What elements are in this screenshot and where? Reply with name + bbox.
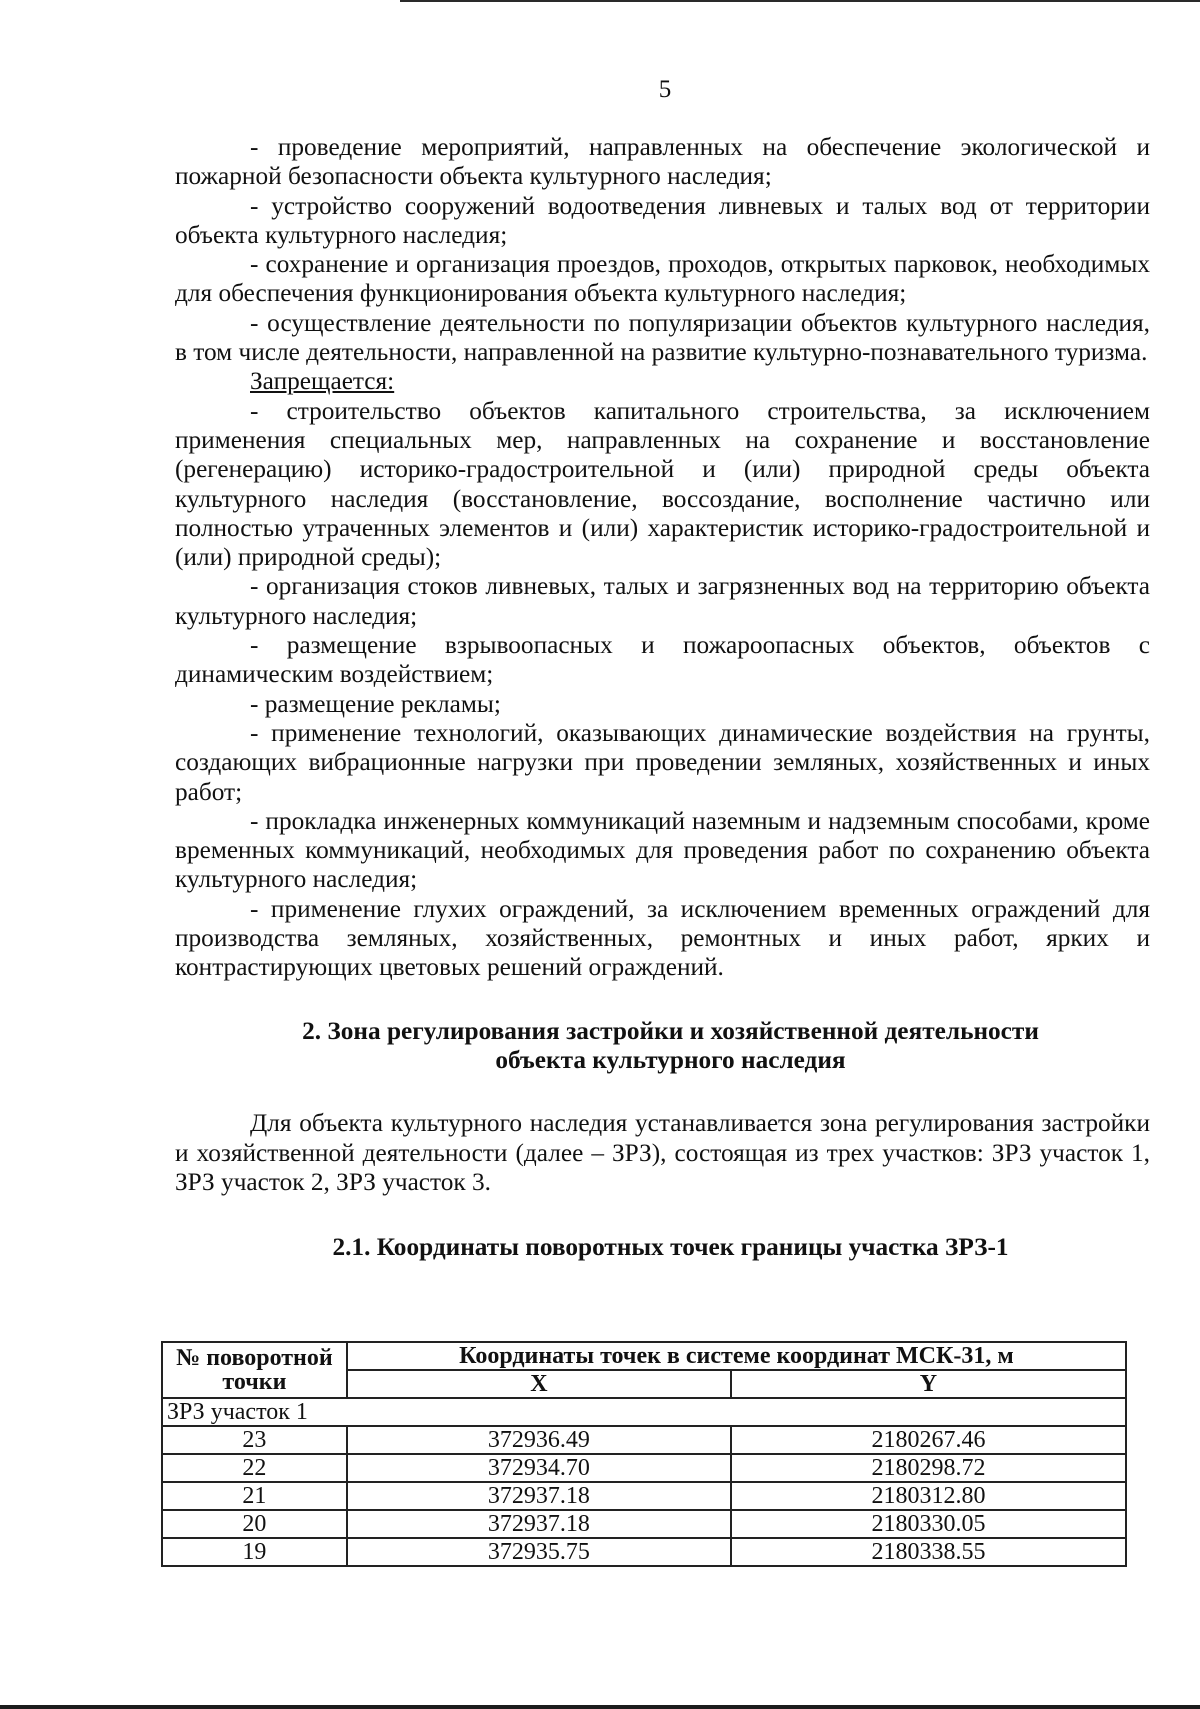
table-row — [162, 1538, 1126, 1566]
cell-x: 372937.18 — [347, 1482, 731, 1510]
section-2-title — [175, 1017, 1150, 1076]
section-2-title-line2: объекта культурного наследия — [495, 1045, 846, 1074]
coordinates-table — [161, 1341, 1127, 1567]
prohibited-list — [175, 397, 1150, 983]
list-item: - строительство объектов капитального строительства, за исключением применения специальных мер, направленных на сохранение и восстановление (регенерацию) историко-градостроительной и (или) природной среды объекта культурного наследия (восстановление, воссоздание, восполнение частично или полностью утраченных элементов и (или) характеристик историко-градостроительной и (или) природной среды); — [175, 396, 1150, 572]
scan-edge-bottom — [0, 1705, 1200, 1709]
list-item: - устройство сооружений водоотведения ливневых и талых вод от территории объекта культурного наследия; — [175, 191, 1150, 249]
list-item: - применение технологий, оказывающих динамические воздействия на грунты, создающих вибрационные нагрузки при проведении земляных, хозяйственных и иных работ; — [175, 718, 1150, 806]
cell-y: 2180298.72 — [731, 1454, 1126, 1482]
section-2-title-line1: 2. Зона регулирования застройки и хозяйственной деятельности — [302, 1016, 1039, 1045]
zone-label: ЗРЗ участок 1 — [162, 1398, 1126, 1426]
section-2-intro: Для объекта культурного наследия устанавливается зона регулирования застройки и хозяйственной деятельности (далее – ЗРЗ), состоящая из трех участков: ЗРЗ участок 1, ЗРЗ участок 2, ЗРЗ участок 3. — [175, 1109, 1150, 1196]
table-row — [162, 1426, 1126, 1454]
permitted-list — [175, 133, 1150, 367]
header-coordinates: Координаты точек в системе координат МСК-31, м — [347, 1342, 1126, 1370]
document-body — [175, 133, 1150, 1262]
list-item: - сохранение и организация проездов, проходов, открытых парковок, необходимых для обеспечения функционирования объекта культурного наследия; — [175, 250, 1150, 308]
table-title: 2.1. Координаты поворотных точек границы участка ЗРЗ-1 — [332, 1233, 1009, 1262]
list-item: - проведение мероприятий, направленных на обеспечение экологической и пожарной безопасности объекта культурного наследия; — [175, 133, 1150, 191]
cell-x: 372937.18 — [347, 1510, 731, 1538]
cell-point: 19 — [162, 1538, 347, 1566]
cell-y: 2180338.55 — [731, 1538, 1126, 1566]
cell-y: 2180330.05 — [731, 1510, 1126, 1538]
table-row — [162, 1482, 1126, 1510]
cell-x: 372935.75 — [347, 1538, 731, 1566]
list-item: - прокладка инженерных коммуникаций наземным и надземным способами, кроме временных коммуникаций, необходимых для проведения работ по сохранению объекта культурного наследия; — [175, 806, 1150, 894]
cell-point: 23 — [162, 1426, 347, 1454]
list-item: - размещение рекламы; — [250, 689, 501, 718]
page-number: 5 — [658, 76, 672, 103]
cell-x: 372934.70 — [347, 1454, 731, 1482]
cell-y: 2180312.80 — [731, 1482, 1126, 1510]
scan-edge-top — [400, 0, 1200, 2]
header-x: X — [347, 1370, 731, 1398]
header-y: Y — [731, 1370, 1126, 1398]
cell-y: 2180267.46 — [731, 1426, 1126, 1454]
table-row — [162, 1510, 1126, 1538]
list-item: - размещение взрывоопасных и пожароопасных объектов, объектов с динамическим воздействием; — [175, 631, 1150, 689]
header-point-number: № поворотной точки — [162, 1342, 347, 1398]
cell-point: 20 — [162, 1510, 347, 1538]
list-item: - организация стоков ливневых, талых и загрязненных вод на территорию объекта культурного наследия; — [175, 572, 1150, 630]
list-item: - применение глухих ограждений, за исключением временных ограждений для производства земляных, хозяйственных, ремонтных и иных работ, ярких и контрастирующих цветовых решений ограждений. — [175, 894, 1150, 982]
cell-point: 22 — [162, 1454, 347, 1482]
table-row — [162, 1454, 1126, 1482]
list-item: - осуществление деятельности по популяризации объектов культурного наследия, в том числе деятельности, направленной на развитие культурно-познавательного туризма. — [175, 308, 1150, 367]
cell-point: 21 — [162, 1482, 347, 1510]
cell-x: 372936.49 — [347, 1426, 731, 1454]
prohibited-heading: Запрещается: — [250, 367, 395, 396]
